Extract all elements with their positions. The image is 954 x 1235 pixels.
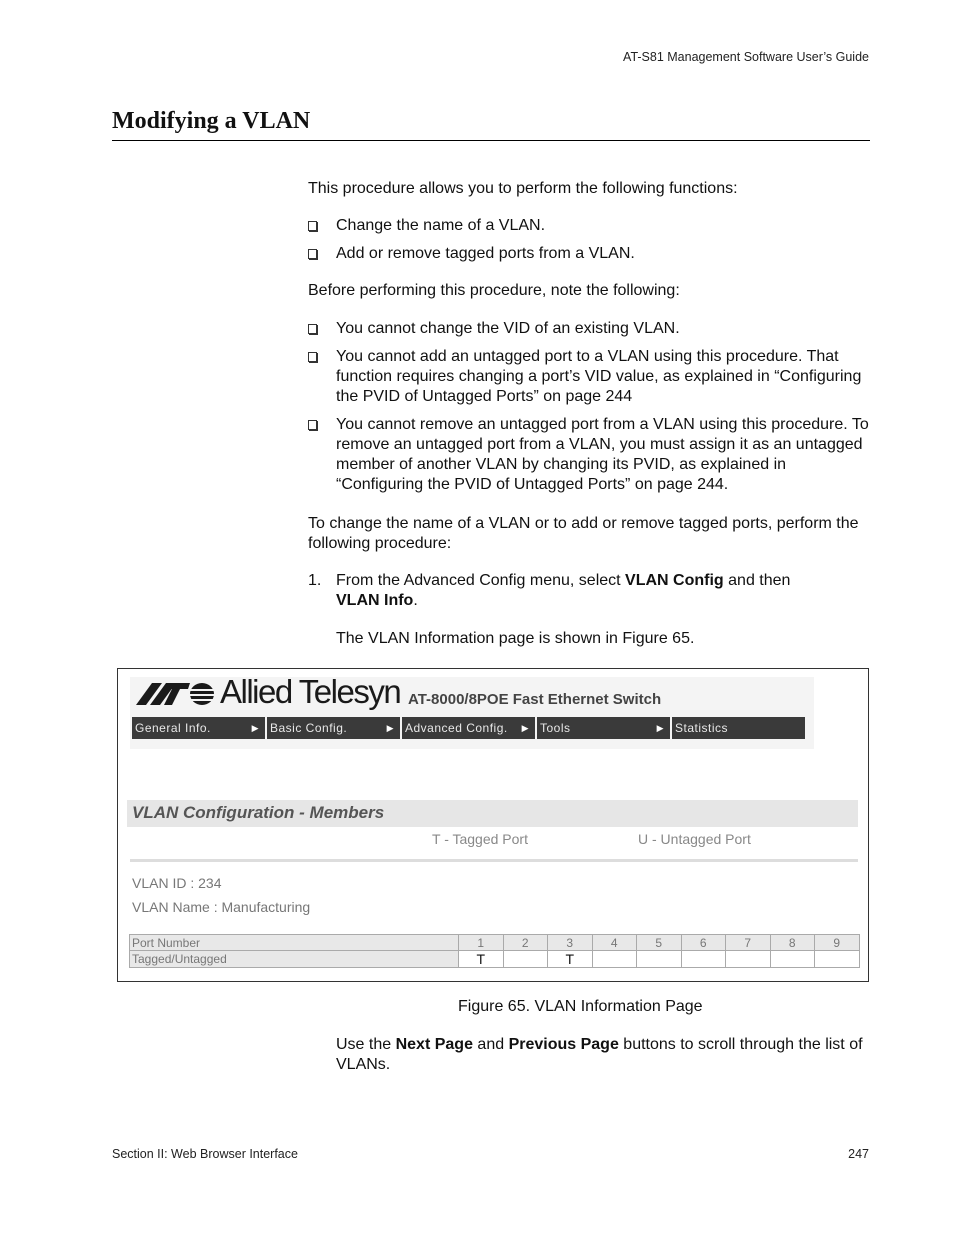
legend-tagged: T - Tagged Port xyxy=(432,831,528,847)
vlan-config-heading: VLAN Configuration - Members xyxy=(132,803,385,822)
menu-statistics[interactable]: Statistics xyxy=(672,717,805,739)
step-1-note: The VLAN Information page is shown in Figure 65. xyxy=(336,630,695,647)
list-item: You cannot add an untagged port to a VLAN using this procedure. That function requires changing a port’s VID value, as explained in “Configuring the PVID of Untagged Ports” on page 244 xyxy=(308,347,870,407)
port-number: 9 xyxy=(815,935,860,951)
port-status-cell[interactable] xyxy=(503,951,548,968)
previous-page-label: Previous Page xyxy=(508,1036,619,1053)
port-status-cell[interactable] xyxy=(592,951,637,968)
vlan-information-figure xyxy=(117,668,869,982)
section-title: Modifying a VLAN xyxy=(112,108,311,134)
legend-untagged: U - Untagged Port xyxy=(638,831,751,847)
before-note-paragraph: Before performing this procedure, note the following: xyxy=(308,282,680,299)
menu-basic-config[interactable]: Basic Config. ▶ xyxy=(267,717,400,739)
procedure-intro: To change the name of a VLAN or to add or remove tagged ports, perform the following procedure: xyxy=(308,515,859,552)
checkbox-bullet-icon xyxy=(308,420,317,430)
figure-divider xyxy=(130,859,858,862)
caret-right-icon: ▶ xyxy=(656,723,664,733)
title-rule xyxy=(112,140,870,141)
caret-right-icon: ▶ xyxy=(386,723,394,733)
row-label: Port Number xyxy=(130,935,459,951)
main-menu xyxy=(132,717,808,739)
port-number: 4 xyxy=(592,935,637,951)
vlan-id: VLAN ID : 234 xyxy=(132,875,222,891)
product-name: AT-8000/8POE Fast Ethernet Switch xyxy=(408,691,662,708)
figure-caption: Figure 65. VLAN Information Page xyxy=(458,998,703,1015)
intro-paragraph: This procedure allows you to perform the following functions: xyxy=(308,180,738,197)
port-status-cell[interactable] xyxy=(815,951,860,968)
table-row xyxy=(130,951,860,968)
brand-name: Allied Telesyn xyxy=(220,673,401,710)
step-number: 1. xyxy=(308,572,322,589)
checkbox-bullet-icon xyxy=(308,249,317,259)
running-head: AT-S81 Management Software User’s Guide xyxy=(623,50,869,64)
next-page-label: Next Page xyxy=(395,1036,473,1053)
port-status-cell[interactable] xyxy=(770,951,815,968)
closing-paragraph: Use the Next Page and Previous Page buttons to scroll through the list of VLANs. xyxy=(336,1036,863,1073)
checkbox-bullet-icon xyxy=(308,221,317,231)
port-number: 5 xyxy=(637,935,682,951)
port-status-cell[interactable]: T xyxy=(548,951,593,968)
allied-telesyn-logo-icon xyxy=(134,679,216,707)
port-membership-table xyxy=(129,934,860,968)
footer-section: Section II: Web Browser Interface xyxy=(112,1147,298,1161)
list-item: You cannot change the VID of an existing VLAN. xyxy=(308,319,870,339)
vlan-name: VLAN Name : Manufacturing xyxy=(132,899,311,915)
port-number: 3 xyxy=(548,935,593,951)
port-number: 2 xyxy=(503,935,548,951)
caret-right-icon: ▶ xyxy=(251,723,259,733)
menu-tools[interactable]: Tools ▶ xyxy=(537,717,670,739)
menu-advanced-config[interactable]: Advanced Config. ▶ xyxy=(402,717,535,739)
table-row xyxy=(130,935,860,951)
port-status-cell[interactable] xyxy=(637,951,682,968)
port-number: 8 xyxy=(770,935,815,951)
port-number: 1 xyxy=(459,935,504,951)
checkbox-bullet-icon xyxy=(308,352,317,362)
port-number: 6 xyxy=(681,935,726,951)
functions-list xyxy=(308,216,870,264)
port-number: 7 xyxy=(726,935,771,951)
checkbox-bullet-icon xyxy=(308,324,317,334)
menu-general-info[interactable]: General Info. ▶ xyxy=(132,717,265,739)
notes-list xyxy=(308,319,870,495)
list-item: Add or remove tagged ports from a VLAN. xyxy=(308,244,870,264)
list-item: You cannot remove an untagged port from a VLAN using this procedure. To remove an untagged port from a VLAN, you must assign it as an untagged member of another VLAN by changing its PVID, as explained in “Configuring the PVID of Untagged Ports” on page 244. xyxy=(308,415,870,495)
menu-item-vlan-info: VLAN Info xyxy=(336,592,414,609)
port-status-cell[interactable] xyxy=(681,951,726,968)
menu-item-vlan-config: VLAN Config xyxy=(625,572,724,589)
port-status-cell[interactable] xyxy=(726,951,771,968)
list-item: Change the name of a VLAN. xyxy=(308,216,870,236)
page-number: 247 xyxy=(848,1147,869,1161)
port-status-cell[interactable]: T xyxy=(459,951,504,968)
row-label: Tagged/Untagged xyxy=(130,951,459,968)
caret-right-icon: ▶ xyxy=(521,723,529,733)
step-1: 1. From the Advanced Config menu, select VLAN Config and then VLAN Info. xyxy=(308,572,791,609)
